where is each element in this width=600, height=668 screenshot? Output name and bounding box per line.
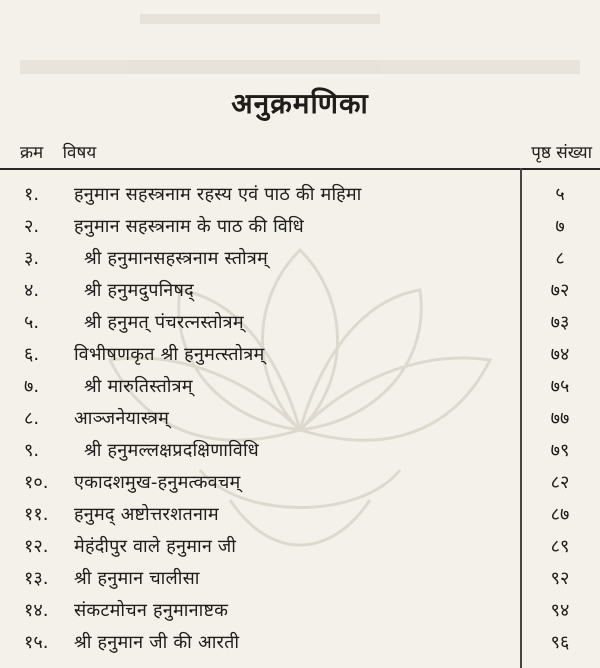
- entry-page: ७७: [550, 408, 570, 429]
- entry-number: ६.: [24, 344, 40, 365]
- column-serial-label: क्रम: [20, 143, 44, 163]
- entry-title: श्री हनुमदुपनिषद्: [84, 280, 194, 301]
- list-item: [0, 438, 600, 470]
- page-title: अनुक्रमणिका: [231, 87, 369, 120]
- entry-page: ९४: [550, 600, 570, 621]
- entry-number: ५.: [24, 312, 40, 333]
- entry-page: ५: [555, 184, 565, 205]
- list-item: [0, 630, 600, 662]
- entry-number: ७.: [24, 376, 40, 397]
- entry-title: मेहंदीपुर वाले हनुमान जी: [74, 536, 237, 557]
- list-item: [0, 598, 600, 630]
- list-item: [0, 566, 600, 598]
- entry-page: ७४: [550, 344, 570, 365]
- entry-page: ७९: [550, 440, 570, 461]
- entry-title: श्री हनुमान जी की आरती: [74, 632, 240, 653]
- list-item: [0, 470, 600, 502]
- entry-page: ७५: [550, 376, 570, 397]
- entry-number: ९.: [24, 440, 40, 461]
- header-left: [20, 140, 96, 163]
- entry-number: १५.: [24, 632, 49, 653]
- entry-title: हनुमद् अष्टोत्तरशतनाम: [74, 504, 219, 525]
- entry-number: ४.: [24, 280, 40, 301]
- entry-page: ७३: [550, 312, 570, 333]
- list-item: [0, 502, 600, 534]
- entry-number: १४.: [24, 600, 49, 621]
- list-item: [0, 214, 600, 246]
- entry-title: आञ्जनेयास्त्रम्: [74, 408, 170, 429]
- entry-title: श्री हनुमान चालीसा: [74, 568, 200, 589]
- entry-number: ११.: [24, 504, 49, 525]
- entry-title: श्री हनुमानसहस्त्रनाम स्तोत्रम्: [84, 248, 268, 269]
- entry-number: ३.: [24, 248, 40, 269]
- entry-page: ८७: [550, 504, 570, 525]
- entry-page: ८९: [550, 536, 570, 557]
- list-item: [0, 278, 600, 310]
- entry-page: ८२: [550, 472, 570, 493]
- entry-number: १.: [24, 184, 40, 205]
- column-page-label: पृष्ठ संख्या: [531, 143, 592, 163]
- entry-number: १०.: [24, 472, 49, 493]
- entry-page: ७२: [550, 280, 570, 301]
- list-item: [0, 246, 600, 278]
- list-item: [0, 182, 600, 214]
- list-item: [0, 310, 600, 342]
- entry-page: ८: [555, 248, 565, 269]
- column-subject-label: विषय: [62, 143, 97, 163]
- contents-list: [0, 182, 600, 662]
- entry-number: १३.: [24, 568, 49, 589]
- entry-page: ९२: [550, 568, 570, 589]
- entry-title: हनुमान सहस्त्रनाम के पाठ की विधि: [74, 216, 304, 237]
- list-item: [0, 342, 600, 374]
- list-item: [0, 406, 600, 438]
- entry-title: हनुमान सहस्त्रनाम रहस्य एवं पाठ की महिमा: [74, 184, 362, 205]
- table-header: [0, 138, 600, 170]
- entry-number: ८.: [24, 408, 40, 429]
- entry-page: ७: [555, 216, 565, 237]
- entry-title: संकटमोचन हनुमानाष्टक: [74, 600, 229, 621]
- entry-title: श्री मारुतिस्तोत्रम्: [84, 376, 193, 397]
- entry-title: श्री हनुमल्लक्षप्रदक्षिणाविधि: [84, 440, 259, 461]
- entry-number: २.: [24, 216, 40, 237]
- list-item: [0, 374, 600, 406]
- entry-title: विभीषणकृत श्री हनुमत्स्तोत्रम्: [74, 344, 265, 365]
- list-item: [0, 534, 600, 566]
- entry-title: श्री हनुमत् पंचरत्नस्तोत्रम्: [84, 312, 244, 333]
- entry-number: १२.: [24, 536, 49, 557]
- entry-page: ९६: [550, 632, 570, 653]
- entry-title: एकादशमुख-हनुमत्कवचम्: [74, 472, 241, 493]
